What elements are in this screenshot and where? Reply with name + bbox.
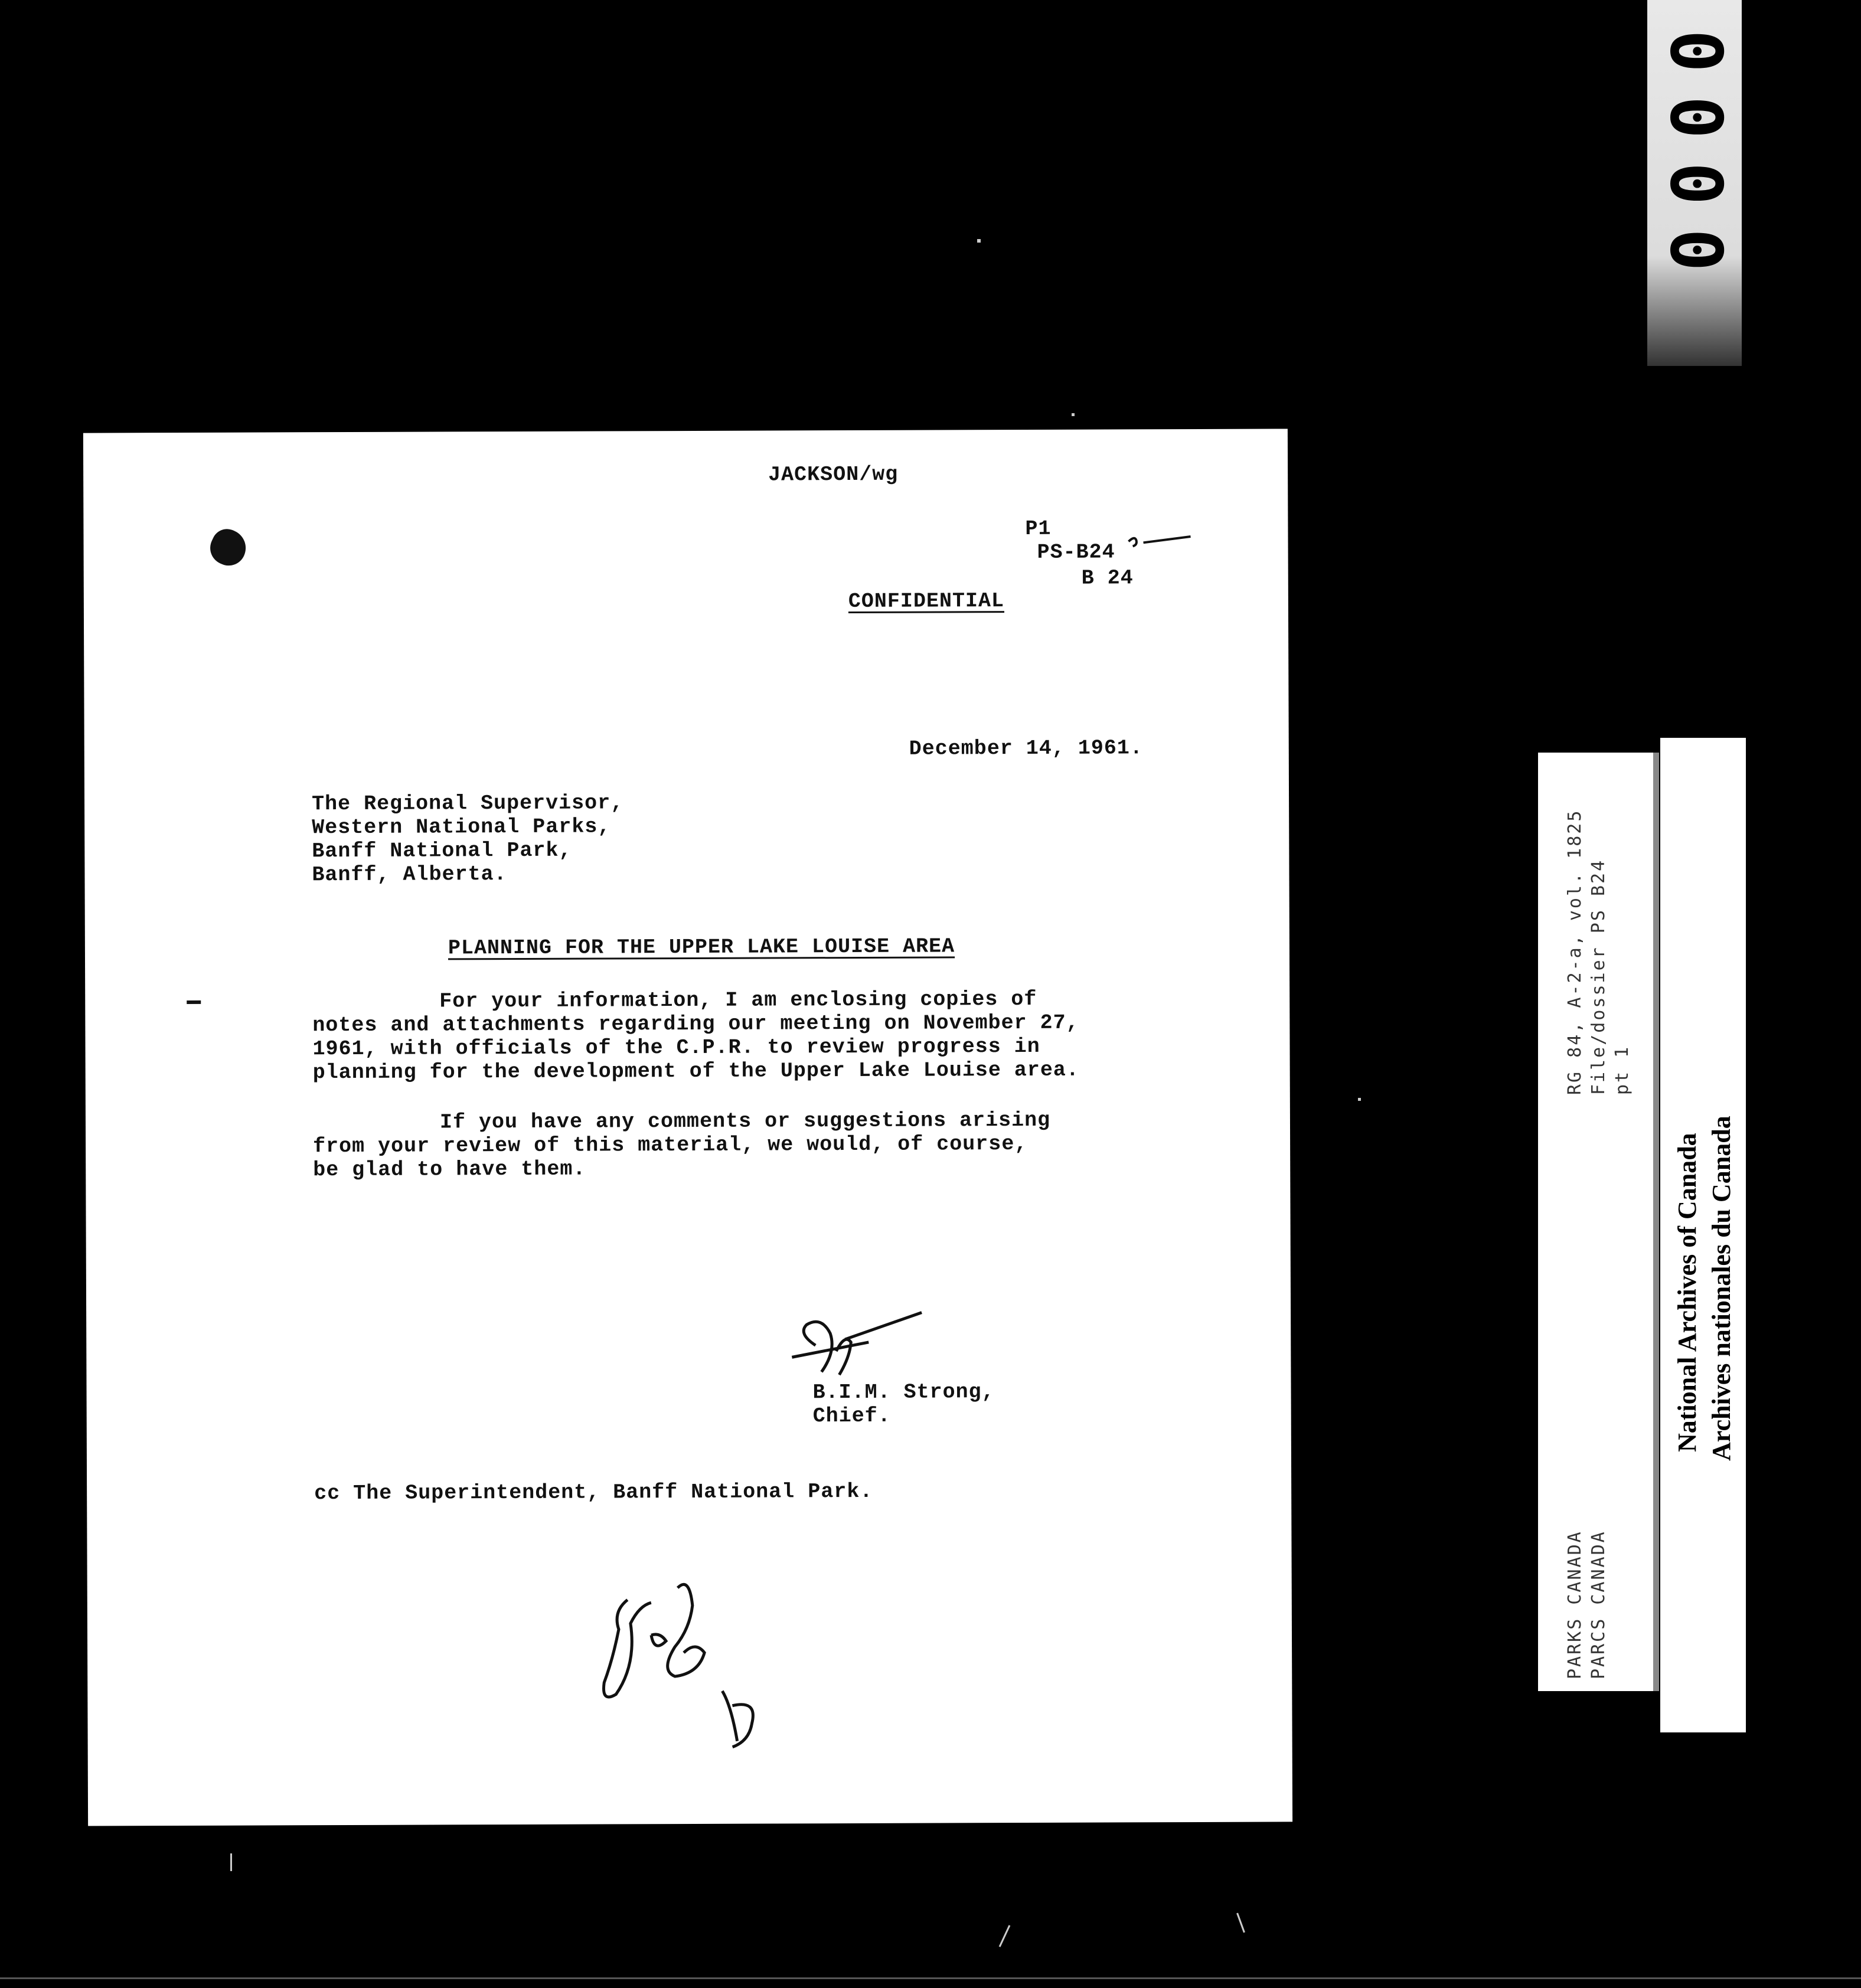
paragraph1-line4: planning for the development of the Upper Lake Louise area. <box>312 1058 1079 1085</box>
typist-reference: JACKSON/wg <box>768 462 899 487</box>
archive-reference-line2: File/dossier PS B24 <box>1588 858 1609 1095</box>
paragraph2-line3: be glad to have them. <box>313 1157 586 1182</box>
carbon-copy-line: cc The Superintendent, Banff National Park. <box>314 1479 873 1506</box>
letter-date: December 14, 1961. <box>909 736 1143 761</box>
paragraph1-line3: 1961, with officials of the C.P.R. to review progress in <box>312 1034 1040 1061</box>
paragraph1-line1: For your information, I am enclosing copies of <box>439 987 1037 1013</box>
film-scratch <box>1236 1913 1245 1933</box>
address-line4: Banff, Alberta. <box>312 862 507 887</box>
archive-reference-line1: RG 84, A-2-a, vol. 1825 <box>1565 809 1585 1095</box>
file-ref-line3: B 24 <box>1081 566 1134 590</box>
handwritten-marginalia <box>595 1576 773 1765</box>
margin-dash <box>187 1000 201 1004</box>
address-line3: Banff National Park, <box>312 838 572 864</box>
film-edge-line <box>0 1977 1861 1979</box>
punch-hole <box>205 524 252 571</box>
file-ref-line2: PS-B24 <box>1037 540 1115 564</box>
film-speck <box>1072 413 1075 416</box>
archive-reference-label <box>1538 753 1659 1691</box>
archive-institution-label <box>1660 738 1746 1732</box>
archive-reference-line3: pt 1 <box>1612 1045 1633 1095</box>
signatory-title: Chief. <box>812 1404 891 1428</box>
handwritten-initials <box>780 1310 933 1387</box>
archive-source-fr: PARCS CANADA <box>1588 1530 1609 1679</box>
paragraph1-line2: notes and attachments regarding our meeting on November 27, <box>312 1011 1079 1038</box>
paragraph2-line2: from your review of this material, we would, of course, <box>313 1132 1028 1159</box>
handwritten-check-mark <box>1125 529 1196 553</box>
film-scratch <box>230 1853 232 1871</box>
archive-source-en: PARKS CANADA <box>1565 1530 1585 1679</box>
letter-page <box>83 429 1292 1826</box>
institution-name-en: National Archives of Canada <box>1673 1133 1702 1452</box>
frame-number: 0000 <box>1654 30 1736 295</box>
signatory-name: B.I.M. Strong, <box>812 1380 995 1405</box>
film-speck <box>977 239 981 243</box>
subject-heading: PLANNING FOR THE UPPER LAKE LOUISE AREA <box>448 934 955 960</box>
institution-name-fr: Archives nationales du Canada <box>1707 1116 1736 1461</box>
film-speck <box>1358 1098 1361 1101</box>
film-scratch <box>999 1925 1011 1947</box>
file-ref-line1: P1 <box>1025 516 1052 541</box>
frame-number-strip <box>1647 0 1742 366</box>
classification-heading: CONFIDENTIAL <box>848 589 1005 614</box>
address-line1: The Regional Supervisor, <box>312 791 624 816</box>
address-line2: Western National Parks, <box>312 815 611 840</box>
paragraph2-line1: If you have any comments or suggestions arising <box>439 1108 1051 1134</box>
